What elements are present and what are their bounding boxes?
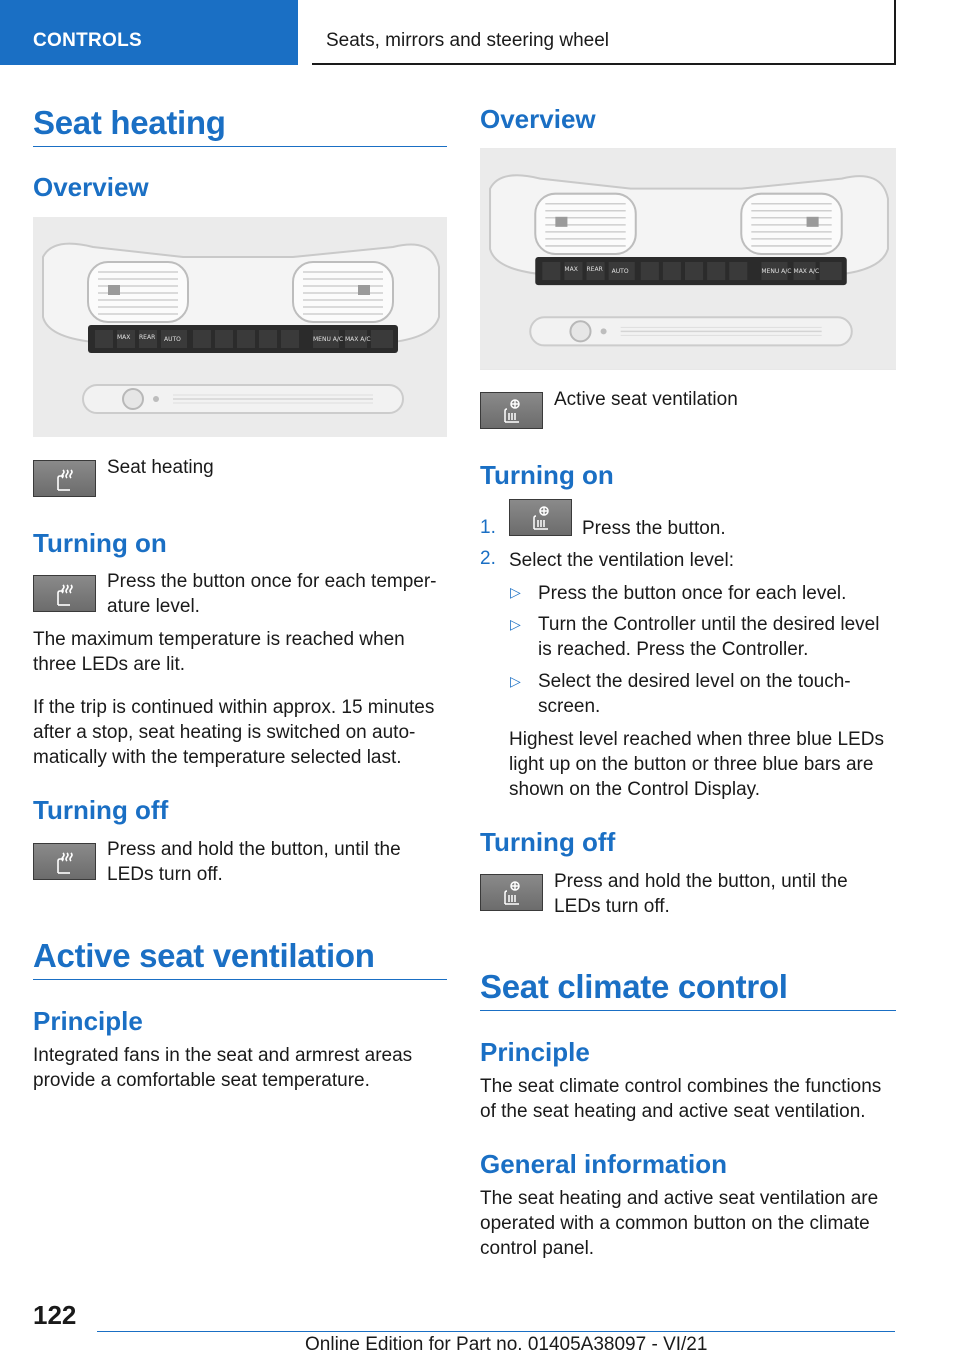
seat-ventilation-button-icon [480, 874, 543, 911]
turning-off-heading: Turning off [33, 795, 169, 825]
seat-heating-button-icon [33, 575, 96, 612]
step-number: 2. [480, 548, 496, 569]
panel-label-max-ac: MAX A/C [793, 268, 820, 276]
principle-heading: Principle [480, 1037, 590, 1067]
header-section-label: CONTROLS [33, 30, 143, 51]
climate-panel-illustration [480, 148, 896, 370]
header-chapter-label: Seats, mirrors and steering wheel [326, 30, 610, 51]
turning-off-text: Press and hold the button, until the LEDs turn off. [107, 839, 401, 885]
climate-panel-photo [480, 148, 896, 370]
bullet-text: Turn the Controller until the desired level is reached. Press the Controller. [538, 614, 880, 660]
active-seat-ventilation-title: Active seat ventilation [33, 937, 375, 974]
seat-ventilation-button-icon [480, 392, 543, 429]
panel-label-auto: AUTO [611, 268, 629, 276]
footer-rule [97, 1331, 895, 1332]
overview-heading: Overview [480, 104, 596, 134]
general-information-text: The seat heating and active seat ventilation are operated with a common button on the climate control panel. [480, 1188, 879, 1259]
seat-heating-title: Seat heating [33, 104, 226, 141]
panel-label-max: MAX [117, 334, 131, 341]
highest-level-text: Highest level reached when three blue LEDs light up on the button or three blue bars are shown on the Control Display. [509, 729, 884, 800]
section-rule [33, 146, 447, 147]
panel-label-max-ac: MAX A/C [345, 336, 371, 343]
bullet-text: Select the desired level on the touch-screen. [538, 671, 851, 717]
header-chapter-box [312, 0, 896, 65]
seat-heating-caption: Seat heating [107, 457, 214, 478]
panel-label-menu-ac: MENU A/C [761, 268, 792, 276]
step-text: Press the button. [582, 518, 726, 539]
seat-climate-control-title: Seat climate control [480, 968, 788, 1005]
panel-label-rear: REAR [586, 266, 603, 274]
turning-on-text: Press the button once for each temper-ature level. [107, 571, 437, 617]
turning-on-heading: Turning on [33, 528, 167, 558]
climate-panel-illustration [33, 217, 447, 437]
turning-off-heading: Turning off [480, 827, 616, 857]
principle-text: Integrated fans in the seat and armrest areas provide a comfortable seat temperature. [33, 1045, 413, 1091]
step-text: Select the ventilation level: [509, 550, 734, 571]
panel-label-max: MAX [564, 266, 578, 274]
bullet-marker: ▷ [510, 673, 521, 689]
section-rule [480, 1010, 896, 1011]
bullet-marker: ▷ [510, 584, 521, 600]
principle-text: The seat climate control combines the functions of the seat heating and active seat ventilation. [480, 1076, 882, 1122]
panel-label-auto: AUTO [164, 336, 181, 343]
seat-ventilation-button-icon [509, 499, 572, 536]
bullet-text: Press the button once for each level. [538, 583, 847, 604]
panel-label-rear: REAR [139, 334, 156, 341]
turning-on-heading: Turning on [480, 460, 614, 490]
seat-heating-button-icon [33, 460, 96, 497]
general-information-heading: General information [480, 1149, 728, 1179]
turning-off-text: Press and hold the button, until the LEDs turn off. [554, 871, 848, 917]
climate-panel-photo [33, 217, 447, 437]
step-number: 1. [480, 517, 496, 538]
seat-heating-button-icon [33, 843, 96, 880]
trip-continued-text: If the trip is continued within approx. 15 minutes after a stop, seat heating is switched on auto-matically with the temperature selected last. [33, 697, 435, 768]
header-section-tab [0, 0, 298, 65]
section-rule [33, 979, 447, 980]
footer-edition-text: Online Edition for Part no. 01405A38097 - VI/21 [305, 1334, 708, 1355]
principle-heading: Principle [33, 1006, 143, 1036]
max-temperature-text: The maximum temperature is reached when three LEDs are lit. [33, 629, 405, 675]
page-number: 122 [33, 1300, 77, 1330]
ventilation-caption: Active seat ventilation [554, 389, 738, 410]
overview-heading: Overview [33, 172, 149, 202]
bullet-marker: ▷ [510, 616, 521, 632]
panel-label-menu-ac: MENU A/C [313, 336, 344, 343]
